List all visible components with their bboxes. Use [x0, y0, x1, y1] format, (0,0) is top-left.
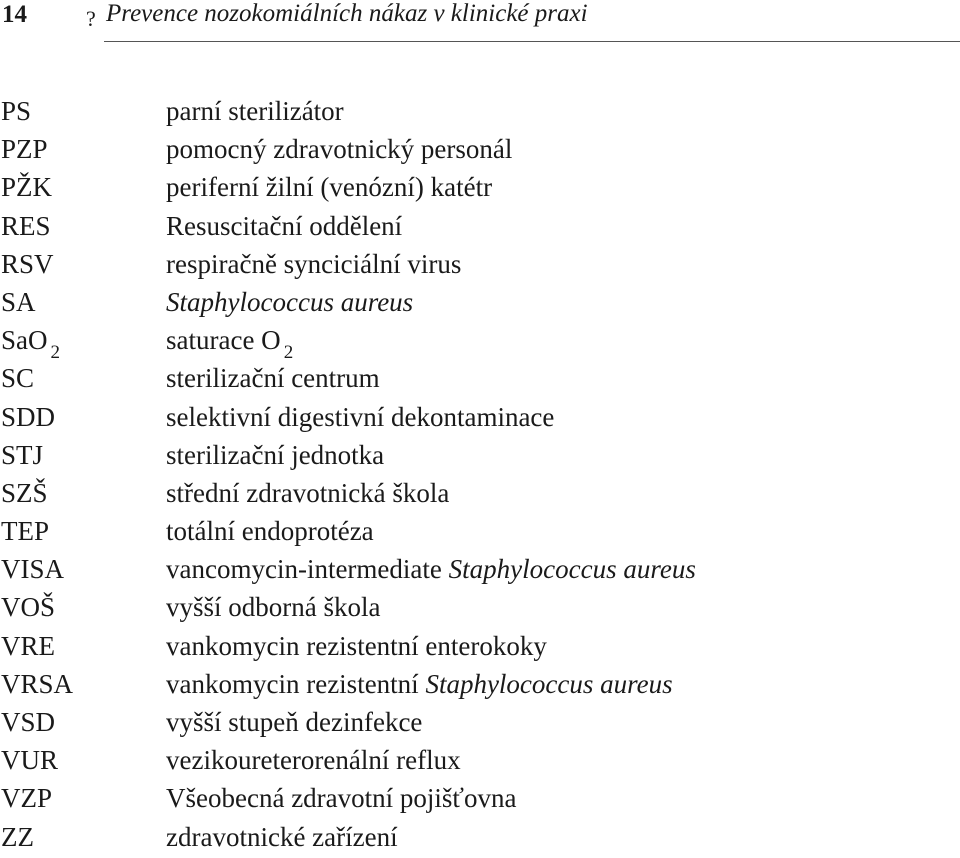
abbreviation-definition: zdravotnické zařízení	[166, 821, 398, 852]
subscript: 2	[50, 342, 60, 364]
abbreviation-list	[0, 94, 960, 858]
abbreviation-row	[0, 209, 960, 247]
abbreviation-definition: sterilizační jednotka	[166, 439, 385, 470]
abbreviation-definition: střední zdravotnická škola	[166, 477, 450, 508]
abbreviation-term: VSD	[1, 707, 56, 737]
abbreviation-definition: totální endoprotéza	[166, 516, 374, 547]
abbreviation-row	[0, 285, 960, 323]
abbreviation-row	[0, 361, 960, 399]
abbreviation-row	[0, 705, 960, 743]
abbreviation-row	[0, 552, 960, 590]
abbreviation-term: SC	[1, 363, 35, 394]
abbreviation-definition: parní sterilizátor	[166, 96, 344, 126]
abbreviation-term: VOŠ	[1, 592, 56, 623]
subscript: 2	[283, 342, 294, 364]
abbreviation-row	[0, 132, 960, 170]
abbreviation-definition: vyšší odborná škola	[166, 592, 381, 623]
abbreviation-row	[0, 514, 960, 552]
abbreviation-term: SZŠ	[1, 477, 48, 508]
abbreviation-term: RES	[1, 210, 51, 241]
abbreviation-term: PZP	[1, 134, 48, 165]
abbreviation-term: RSV	[1, 248, 54, 279]
abbreviation-term: VRSA	[1, 668, 74, 699]
abbreviation-definition: Staphylococcus aureus	[166, 286, 414, 317]
abbreviation-row	[0, 820, 960, 858]
abbreviation-row	[0, 667, 960, 705]
abbreviation-term: VISA	[1, 554, 65, 585]
abbreviation-definition: vancomycin-intermediate Staphylococcus aureus	[166, 554, 696, 585]
abbreviation-row	[0, 781, 960, 819]
abbreviation-row	[0, 247, 960, 285]
abbreviation-definition: sterilizační centrum	[166, 363, 380, 394]
abbreviation-term: SDD	[1, 401, 56, 432]
header-rule	[104, 41, 960, 42]
abbreviation-term: VRE	[1, 630, 55, 661]
abbreviation-definition: vezikoureterorenální reflux	[166, 745, 461, 776]
abbreviation-row	[0, 94, 960, 132]
abbreviation-definition: vankomycin rezistentní Staphylococcus aureus	[166, 668, 673, 699]
abbreviation-definition: selektivní digestivní dekontaminace	[166, 401, 555, 432]
page-number: 14	[2, 1, 27, 28]
header-glyph: ?	[86, 6, 96, 31]
page-header	[0, 0, 960, 44]
abbreviation-row	[0, 590, 960, 628]
abbreviation-row	[0, 438, 960, 476]
abbreviation-term: PŽK	[1, 172, 53, 203]
abbreviation-term: SaO $_2$	[1, 325, 60, 364]
abbreviation-term: ZZ	[1, 821, 34, 852]
abbreviation-definition: Resuscitační oddělení	[166, 210, 403, 241]
abbreviation-row	[0, 170, 960, 208]
abbreviation-term: PS	[1, 96, 32, 126]
abbreviation-definition: saturace O $_2$	[166, 325, 294, 364]
abbreviation-definition: respiračně synciciální virus	[166, 248, 462, 279]
running-title: Prevence nozokomiálních nákaz v klinické praxi	[106, 0, 588, 27]
abbreviation-definition: vankomycin rezistentní enterokoky	[166, 630, 547, 661]
abbreviation-row	[0, 476, 960, 514]
abbreviation-term: SA	[1, 286, 36, 317]
abbreviation-definition: Všeobecná zdravotní pojišťovna	[166, 783, 517, 814]
abbreviation-term: TEP	[1, 516, 50, 547]
abbreviation-definition: vyšší stupeň dezinfekce	[166, 707, 423, 737]
abbreviation-row	[0, 629, 960, 667]
abbreviation-term: STJ	[1, 439, 44, 470]
abbreviation-row	[0, 400, 960, 438]
abbreviation-term: VZP	[1, 783, 53, 814]
abbreviation-row	[0, 323, 960, 364]
abbreviation-row	[0, 743, 960, 781]
abbreviation-definition: pomocný zdravotnický personál	[166, 134, 513, 165]
abbreviation-definition: periferní žilní (venózní) katétr	[166, 172, 493, 203]
abbreviation-term: VUR	[1, 745, 59, 776]
